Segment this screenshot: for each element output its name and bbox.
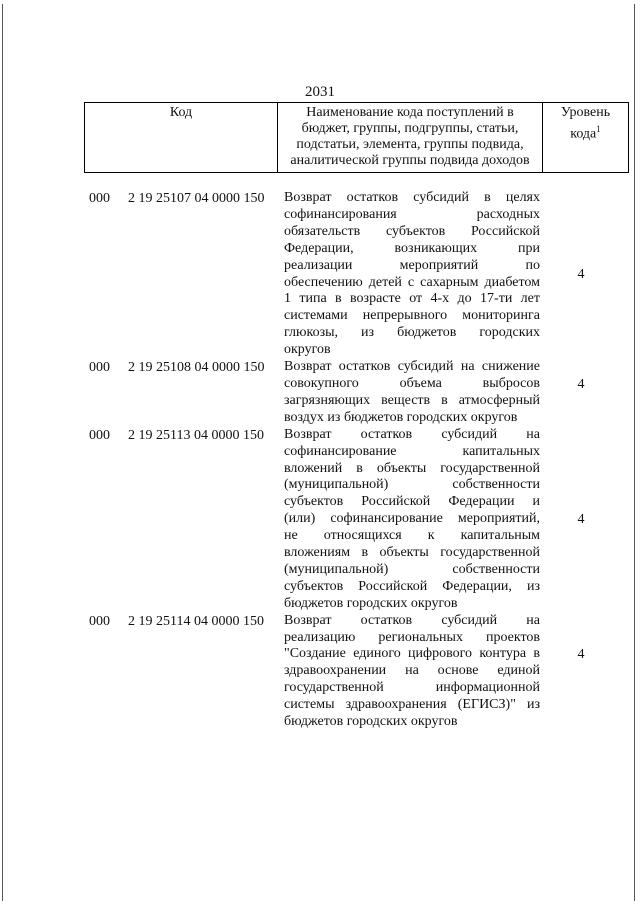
income-name [284, 359, 540, 427]
income-code: 2 19 25114 04 0000 150 [128, 613, 264, 629]
header-code: Код [85, 103, 278, 173]
income-name-line: Возврат остатков субсидий на [284, 426, 540, 442]
table-row [0, 427, 640, 613]
header-name-line: Наименование кода поступлений в [306, 105, 514, 120]
income-name-line: округов [284, 342, 331, 358]
table-row [0, 613, 640, 731]
income-name-line: системами непрерывного мониторинга [284, 308, 540, 324]
header-level-line: Уровень [560, 105, 611, 120]
income-name-line: Возврат остатков субсидий в целях [284, 190, 540, 205]
income-name-line: обеспечению детей с сахарным диабетом [284, 274, 540, 290]
income-name-line: здравоохранении на основе единой [284, 663, 540, 679]
header-level-line: кода [570, 126, 597, 142]
income-name-line: (муниципальной) собственности [284, 561, 540, 577]
header-level [543, 103, 629, 173]
table-body [0, 190, 640, 731]
code-prefix: 000 [89, 360, 110, 376]
income-name-line: совокупного объема выбросов [284, 375, 540, 391]
page-number: 2031 [305, 84, 335, 100]
footnote-mark: 1 [596, 124, 601, 134]
code-prefix: 000 [89, 191, 110, 206]
table-header [84, 102, 629, 173]
code-level: 4 [577, 267, 585, 282]
income-name-line: 1 типа в возрасте от 4-х до 17-ти лет [284, 291, 540, 307]
income-code: 2 19 25113 04 0000 150 [128, 427, 264, 443]
income-name-line: государственной информационной [284, 680, 540, 696]
income-name-line: загрязняющих веществ в атмосферный [284, 392, 540, 408]
income-name-line: (или) софинансирование мероприятий, [284, 511, 540, 527]
income-name-line: реализации мероприятий по [284, 257, 540, 273]
table-row [0, 190, 640, 359]
income-name-line: воздух из бюджетов городских округов [284, 409, 518, 425]
income-name-line: системы здравоохранения (ЕГИСЗ)" из [284, 697, 540, 713]
income-code: 2 19 25108 04 0000 150 [128, 360, 265, 376]
code-prefix: 000 [89, 427, 110, 443]
income-name-line: бюджетов городских округов [284, 595, 458, 611]
code-level: 4 [577, 646, 585, 662]
income-name-line: субъектов Российской Федерации, из [284, 578, 540, 594]
code-prefix: 000 [89, 613, 110, 629]
income-name-line: Возврат остатков субсидий на [284, 612, 540, 628]
table-row [0, 359, 640, 427]
income-name-line: вложений в объекты государственной [284, 460, 540, 476]
header-name-line: подстатьи, элемента, группы подвида, [296, 137, 524, 152]
income-name [284, 427, 540, 613]
income-name-line: софинансирования расходных [284, 206, 540, 222]
income-name-line: вложениям в объекты государственной [284, 545, 540, 561]
income-name [284, 190, 540, 359]
income-name-line: не относящихся к капитальным [284, 528, 540, 544]
income-name-line: глюкозы, из бюджетов городских [284, 325, 540, 341]
income-name-line: "Создание единого цифрового контура в [284, 646, 540, 662]
code-level: 4 [577, 377, 585, 393]
income-name-line: софинансирование капитальных [284, 443, 540, 459]
income-name-line: обязательств субъектов Российской [284, 223, 540, 239]
header-name [278, 103, 543, 173]
code-level: 4 [577, 511, 585, 527]
income-name-line: (муниципальной) собственности [284, 477, 540, 493]
income-name-line: Федерации, возникающих при [284, 240, 540, 256]
income-name [284, 613, 540, 731]
header-name-line: аналитической группы подвида доходов [290, 153, 530, 168]
income-name-line: бюджетов городских округов [284, 714, 458, 730]
header-name-line: бюджет, группы, подгруппы, статьи, [301, 121, 519, 136]
income-code: 2 19 25107 04 0000 150 [128, 191, 265, 206]
income-name-line: субъектов Российской Федерации и [284, 494, 540, 510]
income-name-line: реализацию региональных проектов [284, 629, 540, 645]
income-name-line: Возврат остатков субсидий на снижение [284, 359, 540, 375]
